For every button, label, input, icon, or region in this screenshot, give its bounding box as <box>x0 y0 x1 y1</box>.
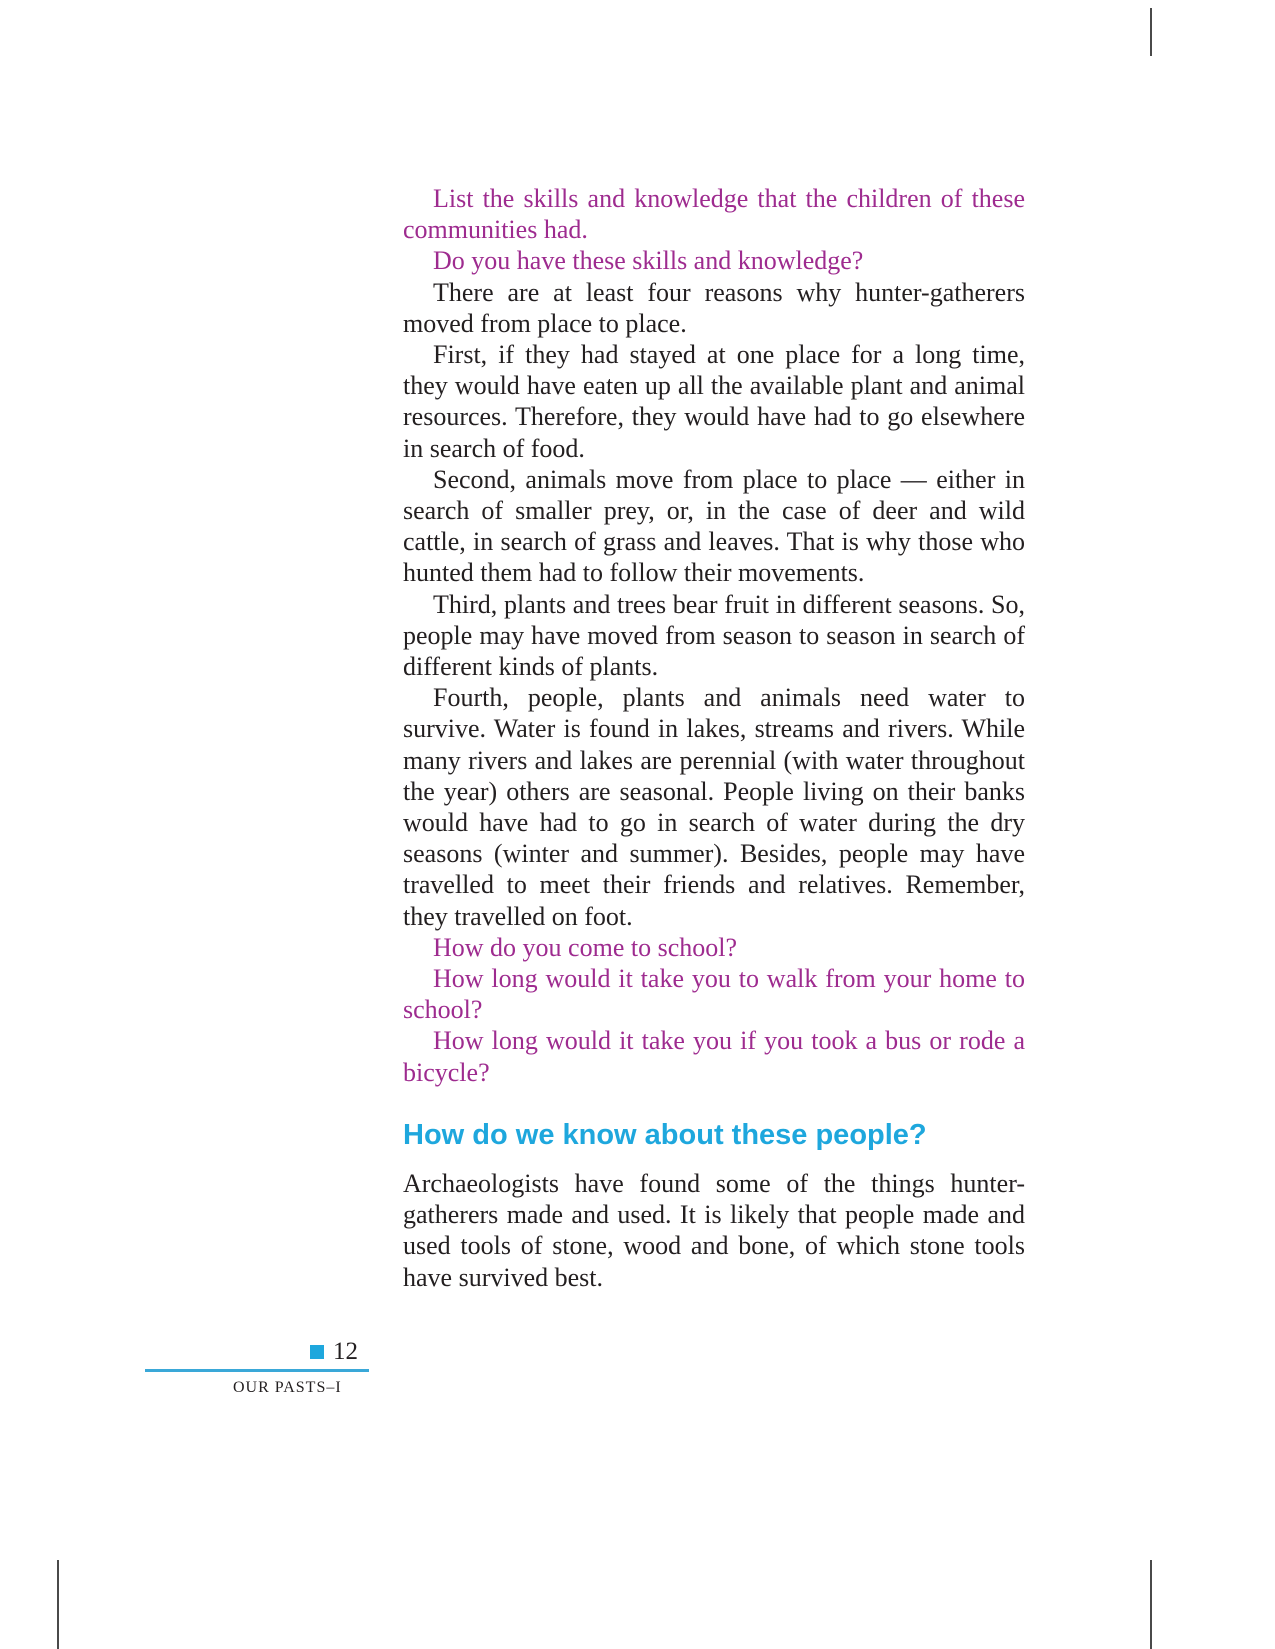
body-paragraph: Archaeologists have found some of the things hunter-gatherers made and used. It is likely that people made and used tools of stone, wood and bone, of which stone tools have survived best. <box>403 1168 1025 1292</box>
body-paragraph: Third, plants and trees bear fruit in different seasons. So, people may have moved from season to season in search of different kinds of plants. <box>403 589 1025 682</box>
text-column <box>403 183 1025 1293</box>
crop-mark-bottom-right <box>1150 1560 1152 1649</box>
page-number-square-icon <box>310 1345 324 1359</box>
activity-question: How do you come to school? <box>433 932 738 962</box>
crop-mark-bottom-left <box>57 1560 59 1649</box>
body-paragraph: Fourth, people, plants and animals need water to survive. Water is found in lakes, streams and rivers. While many rivers and lakes are perennial (with water throughout the year) others are seasonal. People living on their banks would have had to go in search of water during the dry seasons (winter and summer). Besides, people may have travelled to meet their friends and relatives. Remember, they travelled on foot. <box>403 683 1025 931</box>
activity-question: How long would it take you if you took a bus or rode a bicycle? <box>403 1026 1025 1087</box>
crop-mark-top-right <box>1150 8 1152 56</box>
activity-question: Do you have these skills and knowledge? <box>433 246 864 276</box>
activity-question: How long would it take you to walk from your home to school? <box>403 964 1025 1025</box>
body-paragraph: Second, animals move from place to place — either in search of smaller prey, or, in the case of deer and wild cattle, in search of grass and leaves. That is why those who hunted them had to follow their movements. <box>403 464 1025 588</box>
page-number-text: 12 <box>333 1338 358 1365</box>
body-paragraph: First, if they had stayed at one place for a long time, they would have eaten up all the available plant and animal resources. Therefore, they would have had to go elsewhere in search of food. <box>403 340 1025 463</box>
page-number <box>310 1338 358 1366</box>
book-title: OUR PASTS–I <box>233 1379 342 1396</box>
activity-question: List the skills and knowledge that the children of these communities had. <box>403 184 1025 245</box>
footer-rule <box>145 1369 369 1372</box>
body-paragraph: There are at least four reasons why hunter-gatherers moved from place to place. <box>403 277 1025 338</box>
section-heading: How do we know about these people? <box>403 1118 927 1151</box>
